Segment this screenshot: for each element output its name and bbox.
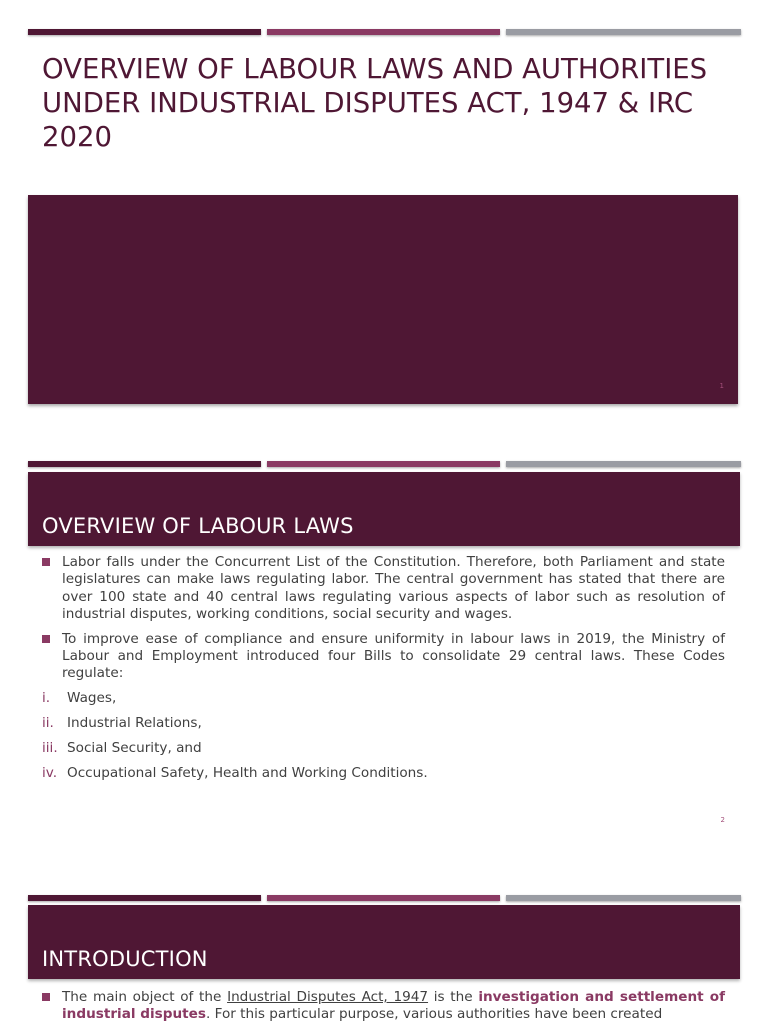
accent-bar-plum xyxy=(267,29,500,35)
accent-bar-dark xyxy=(28,895,261,901)
highlight-text: investigation and settlement of industrial disputes xyxy=(62,989,725,1023)
bullet-text: Labor falls under the Concurrent List of the Constitution. Therefore, both Parliament and state legislatures can make laws regulating labor. The central government has stated that there are over 100 state and 40 central laws regulating various aspects of labor such as resolution of industrial disputes, working conditions, social security and wages. xyxy=(62,554,725,623)
slide-heading: OVERVIEW OF LABOUR LAWS xyxy=(42,514,354,538)
accent-bars xyxy=(28,895,741,901)
slide-3 xyxy=(0,864,768,1024)
bullet-item xyxy=(42,631,725,683)
list-text: Social Security, and xyxy=(67,739,202,756)
list-text: Occupational Safety, Health and Working Conditions. xyxy=(67,764,428,781)
list-numeral: i. xyxy=(42,689,51,706)
slide-2 xyxy=(0,430,768,870)
list-text: Industrial Relations, xyxy=(67,714,202,731)
accent-bars xyxy=(28,29,741,35)
accent-bar-dark xyxy=(28,461,261,467)
bullet-text: To improve ease of compliance and ensure uniformity in labour laws in 2019, the Ministry of Labour and Employment introduced four Bills to consolidate 29 central laws. These Codes regulate: xyxy=(62,630,725,682)
slide-heading: INTRODUCTION xyxy=(42,947,208,971)
slide-content xyxy=(42,989,725,1031)
bullet-item xyxy=(42,554,725,624)
accent-bar-gray xyxy=(506,461,741,467)
slide-header xyxy=(28,472,740,546)
slide-content xyxy=(42,554,725,790)
list-item xyxy=(0,740,725,757)
bullet-text-end: . For this particular purpose, various authorities have been created xyxy=(205,1006,663,1023)
page-number: 1 xyxy=(719,382,724,390)
list-numeral: iv. xyxy=(42,764,58,781)
codes-list xyxy=(0,690,725,782)
square-bullet-icon xyxy=(42,993,50,1001)
slide-1 xyxy=(0,0,768,430)
list-item xyxy=(0,765,725,782)
square-bullet-icon xyxy=(42,635,50,643)
list-text: Wages, xyxy=(67,689,117,706)
page-number: 2 xyxy=(720,816,725,824)
bullet-item xyxy=(42,989,725,1024)
accent-bar-gray xyxy=(506,895,741,901)
accent-bar-gray xyxy=(506,29,741,35)
square-bullet-icon xyxy=(42,558,50,566)
list-numeral: ii. xyxy=(42,714,54,731)
title-banner xyxy=(28,195,738,404)
list-item xyxy=(0,715,725,732)
accent-bar-plum xyxy=(267,895,500,901)
bullet-text-mid: is the xyxy=(428,989,479,1005)
slide-title: OVERVIEW OF LABOUR LAWS AND AUTHORITIES UNDER INDUSTRIAL DISPUTES ACT, 1947 & IRC 2020 xyxy=(42,53,708,153)
slide-header xyxy=(28,905,740,979)
accent-bar-dark xyxy=(28,29,261,35)
bullet-text-start: The main object of the xyxy=(62,989,228,1005)
list-numeral: iii. xyxy=(42,739,58,756)
accent-bar-plum xyxy=(267,461,500,467)
list-item xyxy=(0,690,725,707)
act-link[interactable]: Industrial Disputes Act, 1947 xyxy=(227,989,429,1005)
accent-bars xyxy=(28,461,741,467)
